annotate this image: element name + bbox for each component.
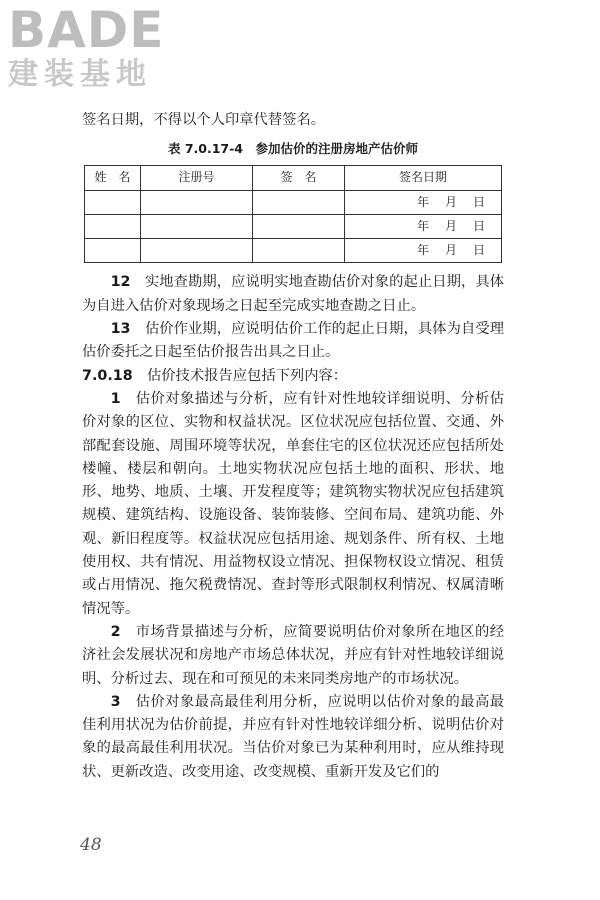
cell <box>141 190 253 214</box>
appraiser-table <box>84 165 502 263</box>
item-2 <box>82 621 504 691</box>
cell-date: 年 月 日 <box>345 214 502 238</box>
header-reg-no: 注册号 <box>141 166 253 190</box>
item-1 <box>82 388 504 621</box>
watermark-logo <box>8 1 165 92</box>
cell <box>253 239 345 263</box>
cell <box>253 214 345 238</box>
logo-text: BADE <box>8 1 165 59</box>
table-row <box>85 214 502 238</box>
item-number: 3 <box>110 693 121 710</box>
item-text: 估价对象最高最佳利用分析，应说明以估价对象的最高最佳利用状况为估价前提，并应有针对性地较详细分析、说明估价对象的最高最佳利用状况。当估价对象已为某种利用时，应从维持现状、更新改造、改变用途、改变规模、重新开发及它们的 <box>82 693 505 780</box>
paragraph-text: 估价作业期，应说明估价工作的起止日期，具体为自受理估价委托之日起至估价报告出具之日止。 <box>82 321 505 361</box>
item-text: 市场背景描述与分析，应简要说明估价对象所在地区的经济社会发展状况和房地产市场总体状况，并应有针对性地较详细说明、分析过去、现在和可预见的未来同类房地产的市场状况。 <box>82 623 505 687</box>
section-number: 7.0.18 <box>82 367 133 384</box>
cell <box>141 239 253 263</box>
table-row <box>85 239 502 263</box>
cell <box>85 239 141 263</box>
cell-date: 年 月 日 <box>345 190 502 214</box>
header-sign-date: 签名日期 <box>345 166 502 190</box>
paragraph-13 <box>82 318 504 365</box>
paragraph-12 <box>82 271 504 318</box>
cell <box>85 190 141 214</box>
logo-subtitle: 建装基地 <box>8 57 152 92</box>
cell <box>253 190 345 214</box>
item-3 <box>82 691 504 784</box>
table-caption: 表 7.0.17-4 参加估价的注册房地产估价师 <box>167 141 419 157</box>
header-name: 姓 名 <box>85 166 141 190</box>
item-text: 估价对象描述与分析，应有针对性地较详细说明、分析估价对象的区位、实物和权益状况。区位状况应包括位置、交通、外部配套设施、周围环境等状况，单套住宅的区位状况还应包括所处楼幢、楼层和朝向。土地实物状况应包括土地的面积、形状、地形、地势、地质、土壤、开发程度等；建筑物实物状况应包括建筑规模、建筑结构、设施设备、装饰装修、空间布局、建筑功能、外观、新旧程度等。权益状况应包括用途、规划条件、所有权、土地使用权、共有情况、用益物权设立情况、担保物权设立情况、租赁或占用情况、拖欠税费情况、查封等形式限制权利情况、权属清晰情况等。 <box>82 390 505 617</box>
paragraph-number: 12 <box>110 274 131 291</box>
section-text: 估价技术报告应包括下列内容： <box>146 367 348 384</box>
page-content <box>82 109 504 784</box>
cell <box>141 214 253 238</box>
section-7-0-18 <box>82 365 504 388</box>
table-row <box>85 190 502 214</box>
page-number: 48 <box>80 835 102 855</box>
paragraph-number: 13 <box>110 321 131 338</box>
paragraph-text: 实地查勘期，应说明实地查勘估价对象的起止日期，具体为自进入估价对象现场之日起至完成实地查勘之日止。 <box>82 274 505 314</box>
intro-line: 签名日期，不得以个人印章代替签名。 <box>82 112 326 128</box>
table-header-row <box>85 166 502 190</box>
header-signature: 签 名 <box>253 166 345 190</box>
cell <box>85 214 141 238</box>
item-number: 1 <box>110 390 121 407</box>
item-number: 2 <box>110 623 121 640</box>
cell-date: 年 月 日 <box>345 239 502 263</box>
